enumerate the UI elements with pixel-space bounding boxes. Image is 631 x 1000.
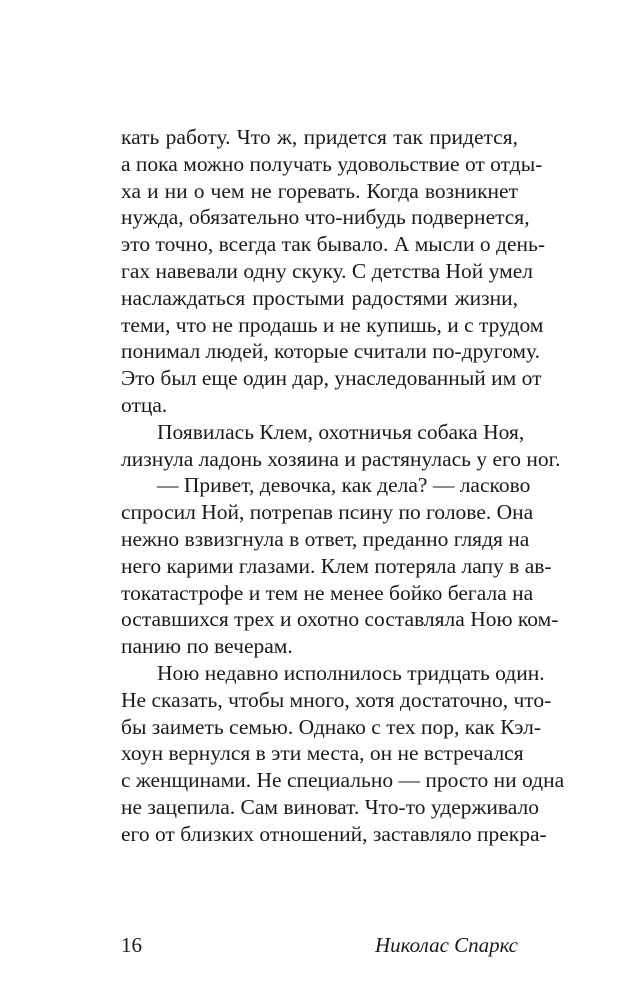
text-line: гах навевали одну скуку. С детства Ной умел: [121, 258, 534, 283]
text-line: это точно, всегда так бывало. А мысли о день-: [121, 232, 545, 257]
text-line: понимал людей, которые считали по-другому.: [121, 339, 540, 364]
text-line: а пока можно получать удовольствие от отды-: [121, 151, 543, 176]
text-line: нужда, обязательно что-нибудь подвернется,: [121, 205, 530, 230]
text-line: ха и ни о чем не горевать. Когда возникнет: [121, 178, 518, 203]
text-line: спросил Ной, потрепав псину по голове. Она: [121, 500, 534, 525]
text-line: его от близких отношений, заставляло прекра-: [121, 821, 547, 846]
text-line: оставшихся трех и охотно составляла Ною ком-: [121, 607, 559, 632]
text-line: Ною недавно исполнилось тридцать один.: [157, 660, 545, 685]
text-line: токатастрофе и тем не менее бойко бегала на: [121, 580, 534, 605]
text-line: — Привет, девочка, как дела? — ласково: [157, 473, 531, 498]
text-line: лизнула ладонь хозяина и растянулась у его ног.: [121, 446, 561, 471]
body-text: [121, 124, 565, 848]
text-line: хоун вернулся в эти места, он не встречался: [121, 741, 524, 766]
text-line: отца.: [121, 392, 168, 417]
text-line: бы заиметь семью. Однако с тех пор, как Кэл-: [121, 714, 542, 739]
text-line: с женщинами. Не специально — просто ни одна: [121, 768, 565, 793]
text-line: Это был еще один дар, унаследованный им от: [121, 366, 542, 391]
text-line: не зацепила. Сам виноват. Что-то удерживало: [121, 794, 540, 819]
running-head-author: Николас Спаркс: [374, 933, 518, 957]
text-line: теми, что не продашь и не купишь, и с трудом: [121, 312, 544, 337]
page-footer: [121, 930, 518, 960]
text-line: него карими глазами. Клем потеряла лапу в ав-: [121, 553, 552, 578]
text-line: кать работу. Что ж, придется так придется,: [121, 125, 518, 149]
page-number: 16: [121, 933, 142, 957]
text-line: наслаждаться простыми радостями жизни,: [121, 285, 518, 310]
text-line: нежно взвизгнула в ответ, преданно глядя на: [121, 526, 530, 551]
text-line: панию по вечерам.: [121, 634, 293, 659]
text-line: Не сказать, чтобы много, хотя достаточно, что-: [121, 687, 552, 712]
text-line: Появилась Клем, охотничья собака Ноя,: [157, 419, 525, 444]
